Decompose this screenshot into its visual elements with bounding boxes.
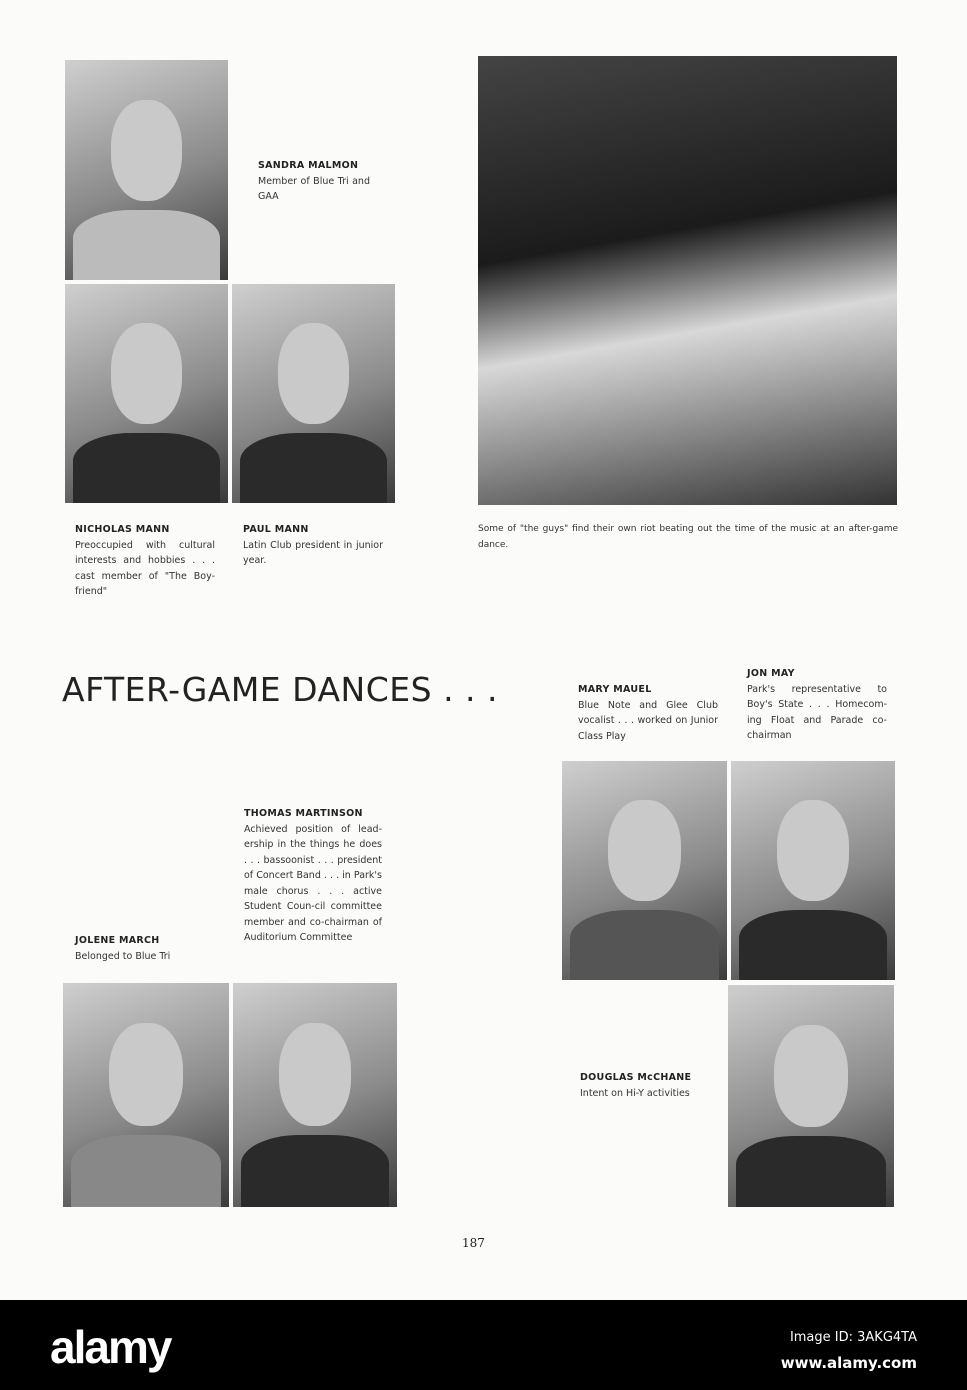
page-number: 187: [462, 1236, 485, 1250]
student-bio: Intent on Hi-Y activities: [580, 1087, 690, 1099]
portrait-douglas-mcchane: [728, 985, 894, 1207]
student-name: NICHOLAS MANN: [75, 524, 170, 535]
student-name: SANDRA MALMON: [258, 160, 359, 171]
site-url: www.alamy.com: [780, 1354, 917, 1372]
section-heading: AFTER-GAME DANCES . . .: [62, 670, 499, 709]
caption-paul-mann: [243, 522, 383, 569]
portrait-jon-may: [731, 761, 895, 980]
student-bio: Preoccupied with cultural interests and hobbies . . . cast member of "The Boy-friend": [75, 539, 215, 597]
photo-caption: Some of "the guys" find their own riot beating out the time of the music at an after-game dance.: [478, 524, 898, 550]
portrait-mary-mauel: [562, 761, 727, 980]
student-bio: Park's representative to Boy's State . . . Homecom-ing Float and Parade co-chairman: [747, 683, 887, 741]
caption-jon-may: [747, 666, 887, 744]
watermark-bar: [0, 1300, 967, 1390]
student-name: JON MAY: [747, 668, 795, 679]
student-name: DOUGLAS McCHANE: [580, 1072, 692, 1083]
portrait-sandra-malmon: [65, 60, 228, 280]
image-id: Image ID: 3AKG4TA: [789, 1330, 917, 1345]
portrait-jolene-march: [63, 983, 229, 1207]
portrait-paul-mann: [232, 284, 395, 503]
student-name: PAUL MANN: [243, 524, 309, 535]
group-photo-dance: [478, 56, 897, 505]
caption-douglas-mcchane: [580, 1070, 720, 1101]
caption-nicholas-mann: [75, 522, 215, 600]
student-bio: Belonged to Blue Tri: [75, 950, 171, 962]
portrait-thomas-martinson: [233, 983, 397, 1207]
student-name: THOMAS MARTINSON: [244, 808, 363, 819]
student-bio: Latin Club president in junior year.: [243, 539, 383, 566]
student-bio: Member of Blue Tri and GAA: [258, 175, 370, 202]
caption-jolene-march: [75, 933, 215, 964]
caption-thomas-martinson: [244, 806, 382, 946]
student-name: JOLENE MARCH: [75, 935, 160, 946]
student-name: MARY MAUEL: [578, 684, 652, 695]
student-bio: Blue Note and Glee Club vocalist . . . worked on Junior Class Play: [578, 699, 718, 742]
caption-mary-mauel: [578, 682, 718, 744]
caption-sandra-malmon: [258, 158, 370, 205]
student-bio: Achieved position of lead-ership in the things he does . . . bassoonist . . . president of Concert Band . . . in Park's male chorus . . . active Student Coun-cil committee member and co-chairman of Auditorium Committee: [244, 823, 382, 943]
portrait-nicholas-mann: [65, 284, 228, 503]
alamy-logo: alamy: [50, 1321, 171, 1373]
